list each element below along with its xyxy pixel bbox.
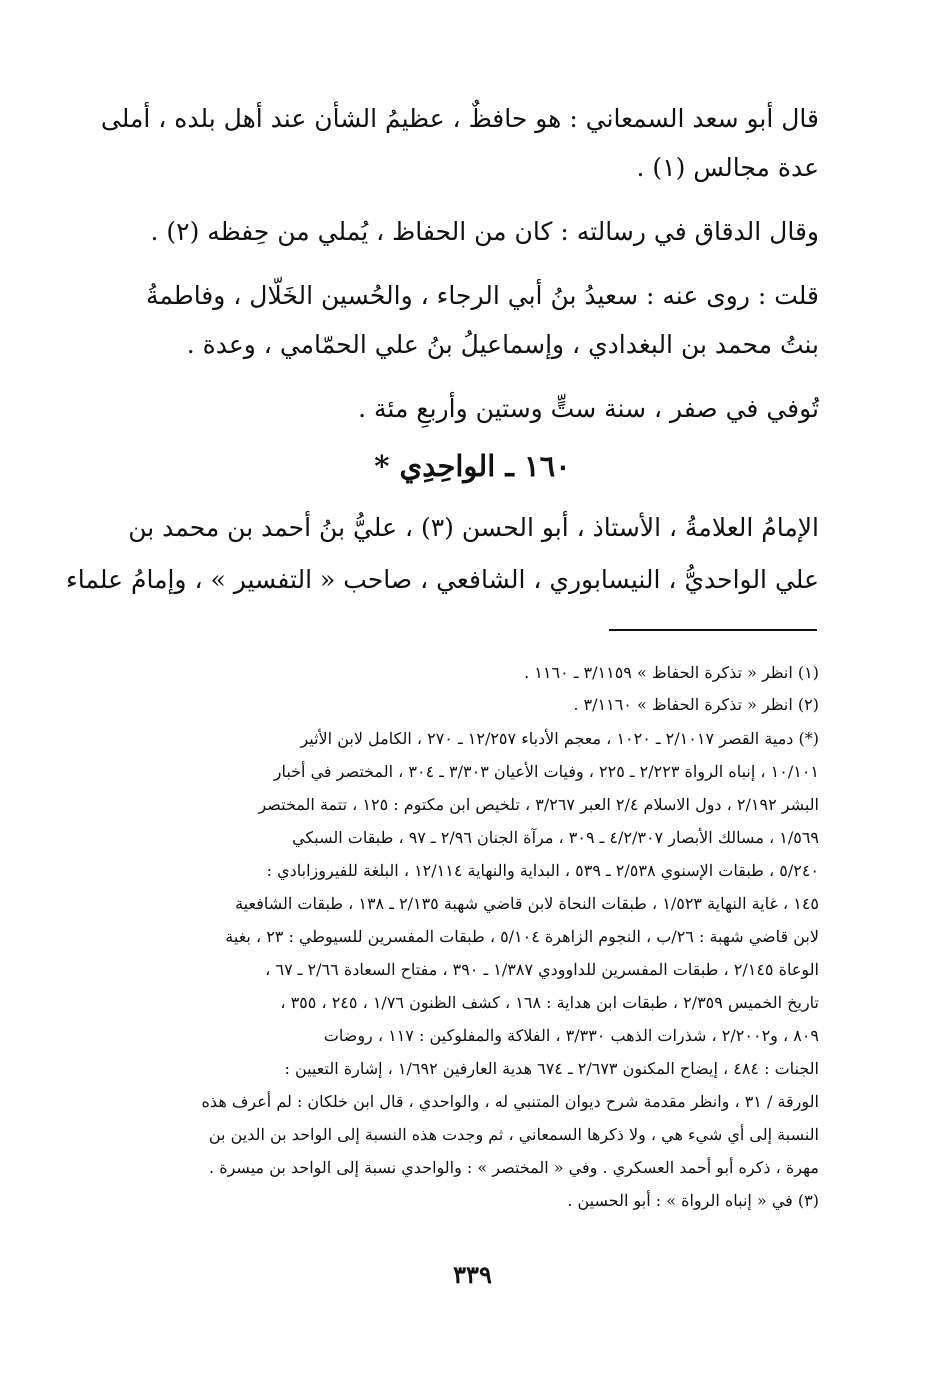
footnote-line: ١٤٥ ، غاية النهاية ١/٥٢٣ ، طبقات النحاة لابن قاضي شهبة ٢/١٣٥ ـ ١٣٨ ، طبقات الشافعية	[235, 894, 819, 913]
body-line: بنتُ محمد بن البغدادي ، وإسماعيلُ بنُ علي الحمّامي ، وعدة .	[186, 330, 819, 359]
footnote-line: (١) انظر « تذكرة الحفاظ » ٣/١١٥٩ ـ ١١٦٠ .	[524, 663, 819, 682]
footnote-line: الوعاة ٢/١٤٥ ، طبقات المفسرين للداوودي ١/٣٨٧ ـ ٣٩٠ ، مفتاح السعادة ٢/٦٦ ـ ٦٧ ،	[265, 960, 819, 979]
footnote-line: ١/٥٦٩ ، مسالك الأبصار ٤/٢/٣٠٧ ـ ٣٠٩ ، مرآة الجنان ٢/٩٦ ـ ٩٧ ، طبقات السبكي	[292, 828, 819, 847]
body-line: الإمامُ العلامةُ ، الأستاذ ، أبو الحسن (٣) ، عليُّ بنُ أحمد بن محمد بن	[128, 513, 819, 542]
footnote-line: الجنات : ٤٨٤ ، إيضاح المكنون ٢/٦٧٣ ـ ٦٧٤ هدية العارفين ١/٦٩٢ ، إشارة التعيين :	[284, 1059, 819, 1078]
body-line: علي الواحديُّ ، النيسابوري ، الشافعي ، صاحب « التفسير » ، وإمامُ علماء	[66, 565, 819, 594]
footnote-separator	[609, 629, 817, 631]
footnote-line: لابن قاضي شهبة : ٢٦/ب ، النجوم الزاهرة ٥/١٠٤ ، طبقات المفسرين للسيوطي : ٢٣ ، بغية	[225, 927, 819, 946]
body-line: قال أبو سعد السمعاني : هو حافظٌ ، عظيمُ الشأن عند أهل بلده ، أملى	[100, 104, 819, 133]
footnote-line: (*) دمية القصر ٢/١٠١٧ ـ ١٠٢٠ ، معجم الأدباء ١٢/٢٥٧ ـ ٢٧٠ ، الكامل لابن الأثير	[300, 729, 819, 748]
entry-heading: ١٦٠ ـ الواحِدِي *	[374, 449, 571, 483]
page-number: ٣٣٩	[453, 1260, 492, 1289]
footnote-line: ٨٠٩ ، و٢/٢٠٠٢ ، شذرات الذهب ٣/٣٣٠ ، الفلاكة والمفلوكين : ١١٧ ، روضات	[323, 1026, 819, 1045]
body-line: تُوفي في صفر ، سنة ستٍّ وستين وأربعِ مئة .	[358, 394, 819, 423]
body-line: عدة مجالس (١) .	[636, 153, 819, 182]
footnote-line: ٥/٢٤٠ ، طبقات الإسنوي ٢/٥٣٨ ـ ٥٣٩ ، البداية والنهاية ١٢/١١٤ ، البلغة للفيروزابادي :	[266, 861, 819, 880]
footnote-line: الورقة / ٣١ ، وانظر مقدمة شرح ديوان المتنبي له ، والواحدي ، قال ابن خلكان : لم أعرف هذه	[201, 1092, 819, 1111]
footnote-line: تاريخ الخميس ٢/٣٥٩ ، طبقات ابن هداية : ١٦٨ ، كشف الظنون ١/٧٦ ، ٢٤٥ ، ٣٥٥ ،	[280, 993, 819, 1012]
footnote-line: مهرة ، ذكره أبو أحمد العسكري . وفي « المختصر » : والواحدي نسبة إلى الواحد بن ميسرة .	[209, 1158, 819, 1177]
footnote-line: (٣) في « إنباه الرواة » : أبو الحسين .	[567, 1191, 819, 1210]
footnote-line: النسبة إلى أي شيء هي ، ولا ذكرها السمعاني ، ثم وجدت هذه النسبة إلى الواحد بن الدين بن	[208, 1125, 819, 1144]
footnote-line: البشر ٢/١٩٢ ، دول الاسلام ٢/٤ العبر ٣/٢٦٧ ، تلخيص ابن مكتوم : ١٢٥ ، تتمة المختصر	[258, 795, 819, 814]
footnote-line: (٢) انظر « تذكرة الحفاظ » ٣/١١٦٠ .	[573, 695, 819, 714]
body-line: وقال الدقاق في رسالته : كان من الحفاظ ، يُملي من حِفظه (٢) .	[150, 217, 819, 246]
body-line: قلت : روى عنه : سعيدُ بنُ أبي الرجاء ، والحُسين الخَلّال ، وفاطمةُ	[145, 281, 819, 310]
footnote-line: ١٠/١٠١ ، إنباه الرواة ٢/٢٢٣ ـ ٢٢٥ ، وفيات الأعيان ٣/٣٠٣ ـ ٣٠٤ ، المختصر في أخبار	[273, 762, 819, 781]
